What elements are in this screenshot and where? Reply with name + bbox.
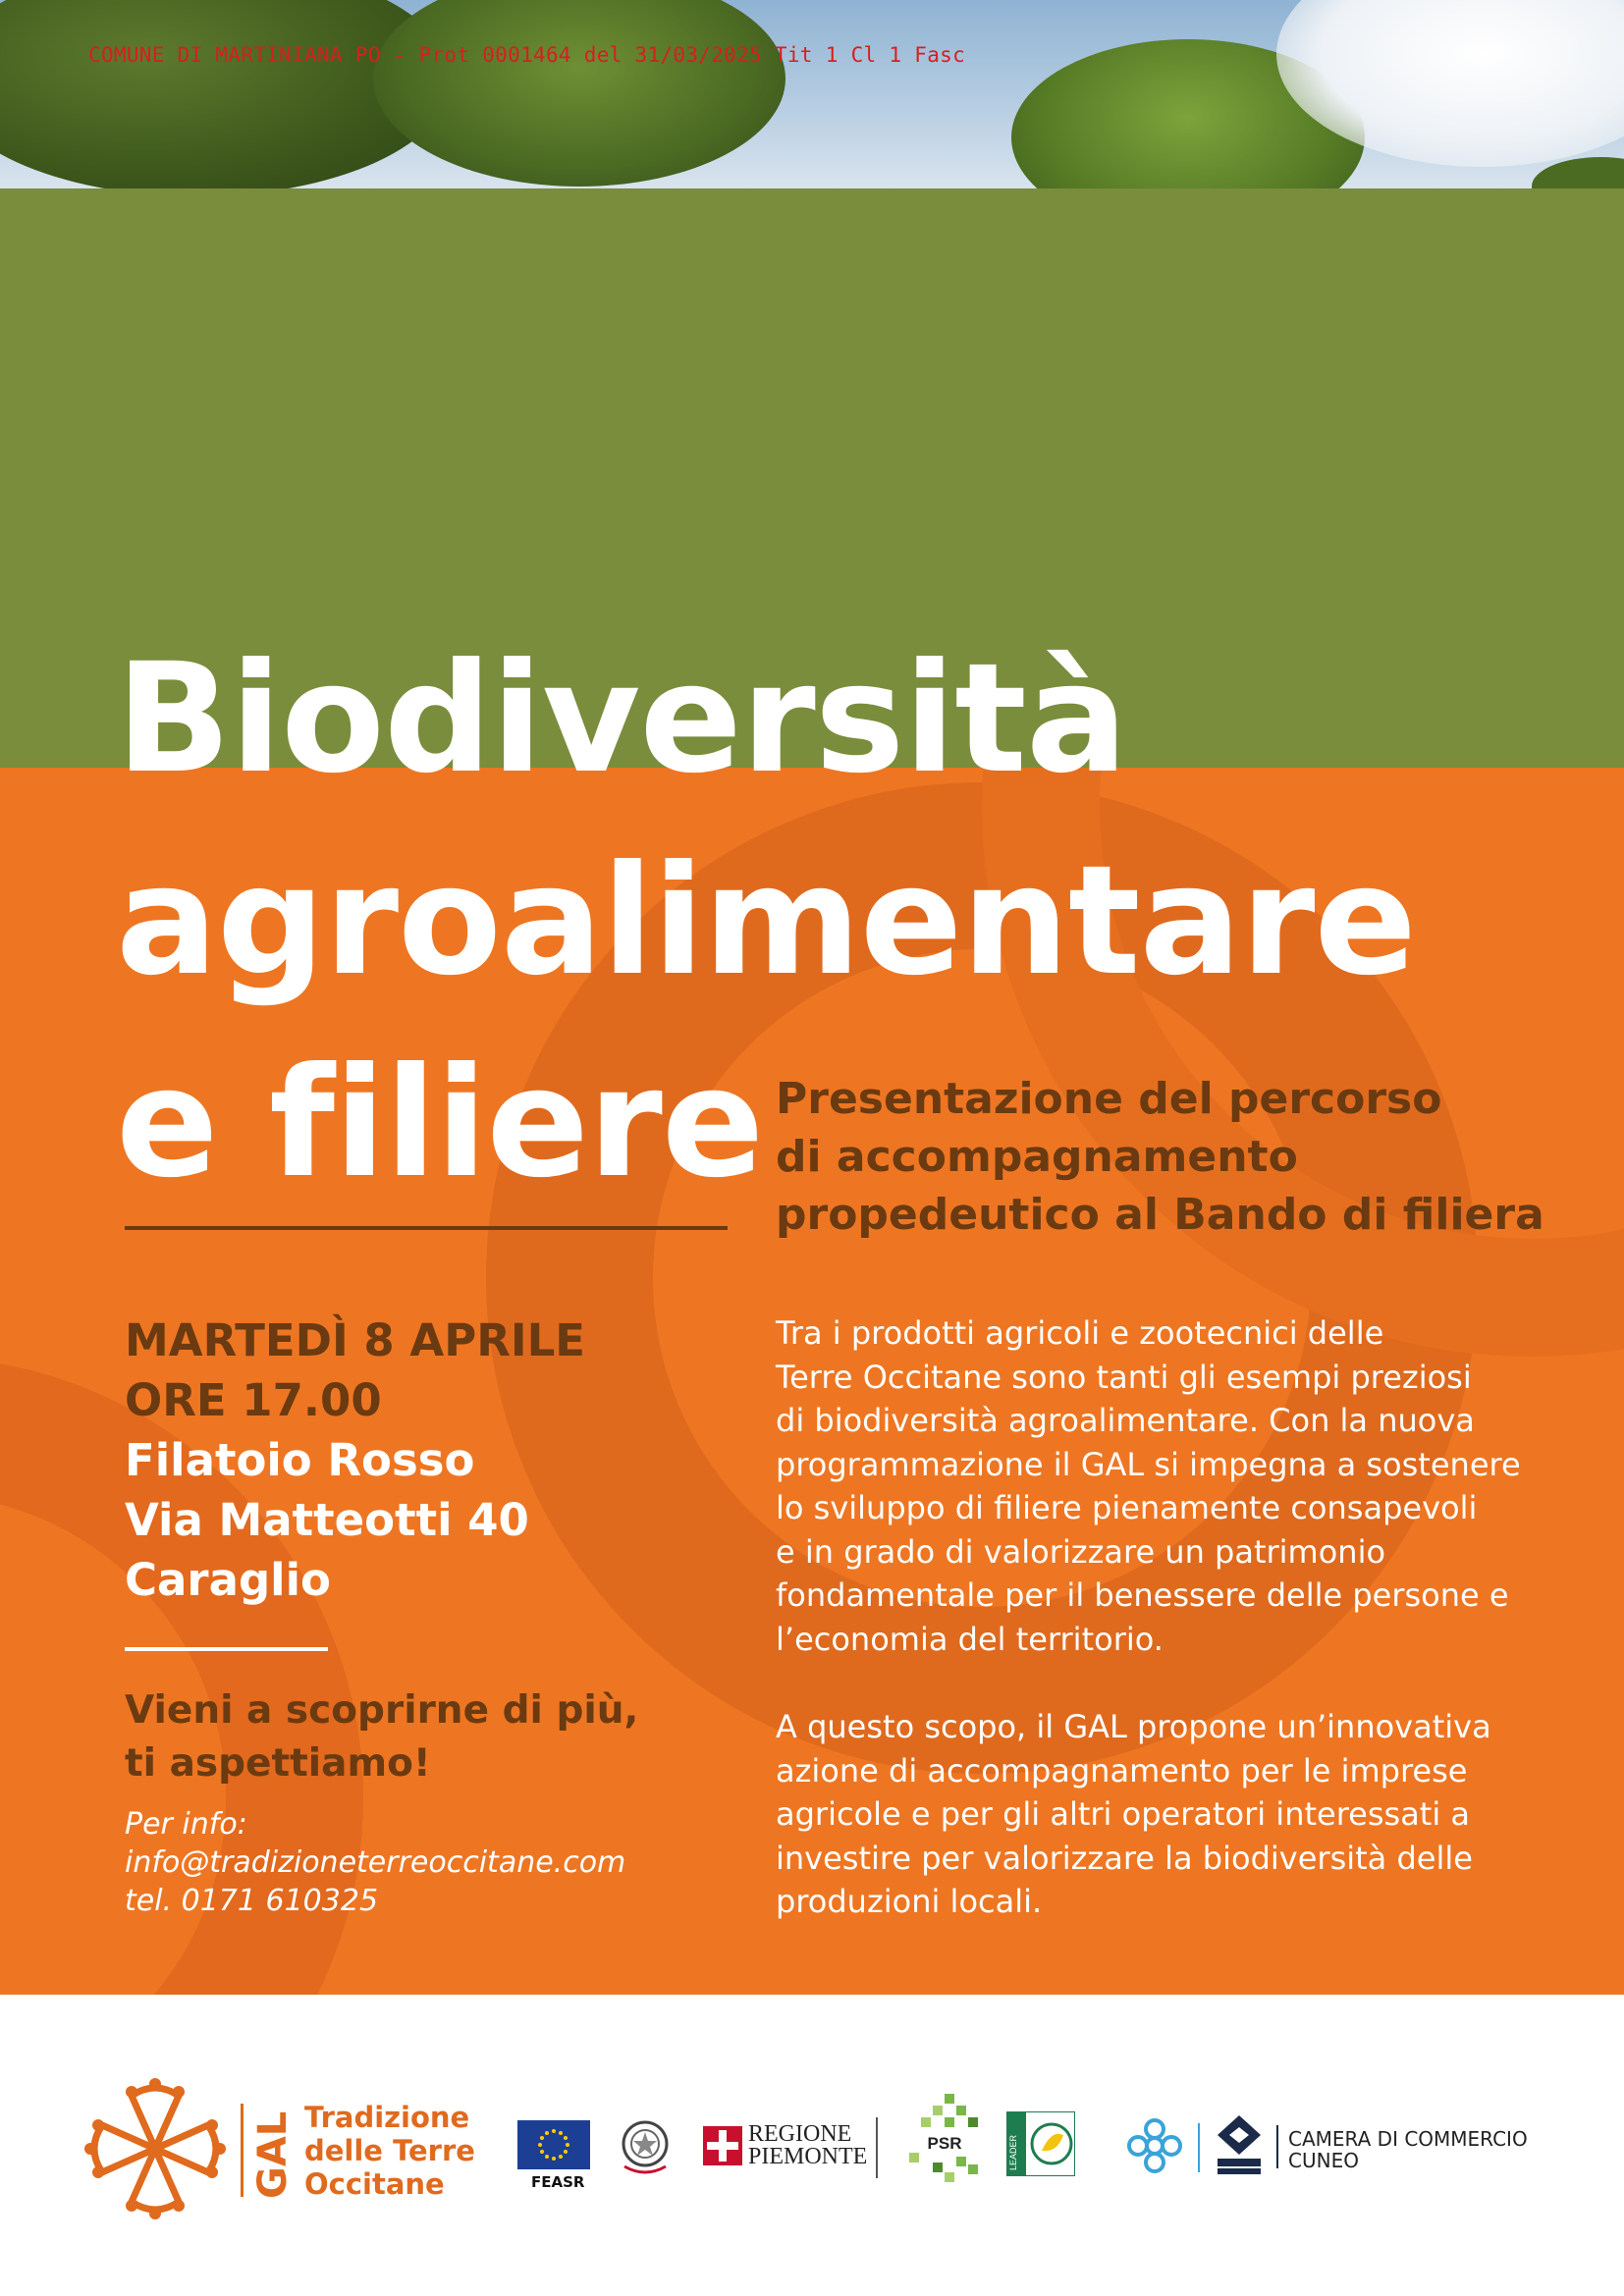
- psr-logo: [905, 2094, 984, 2184]
- paragraph-1-line: lo sviluppo di filiere pienamente consapevoli: [776, 1489, 1478, 1526]
- event-subtitle: [776, 1070, 1561, 1244]
- paragraph-2-line: investire per valorizzare la biodiversità delle: [776, 1839, 1473, 1877]
- invitation: [125, 1684, 638, 1790]
- title-divider: [125, 1226, 728, 1230]
- logo-separator: [876, 2117, 878, 2178]
- subtitle-line-3: propedeutico al Bando di filiera: [776, 1190, 1544, 1240]
- header-photo: [0, 0, 1624, 188]
- title-line-2: agroalimentare: [116, 833, 1416, 1009]
- title-line-1: Biodiversità: [116, 631, 1127, 807]
- event-address: Via Matteotti 40: [125, 1494, 529, 1546]
- eu-flag-icon: [517, 2120, 590, 2169]
- gal-name-line-3: Occitane: [304, 2167, 445, 2201]
- details-divider: [125, 1647, 328, 1651]
- occitan-cross-logo: [82, 2076, 228, 2221]
- subtitle-line-2: di accompagnamento: [776, 1132, 1298, 1182]
- logo-separator: [1198, 2123, 1200, 2172]
- camera-line-1: CAMERA DI COMMERCIO: [1288, 2127, 1528, 2151]
- gal-name-line-1: Tradizione: [304, 2101, 470, 2134]
- italian-republic-emblem-icon: [619, 2117, 672, 2178]
- event-venue: Filatoio Rosso: [125, 1434, 475, 1486]
- contact-label: Per info:: [125, 1807, 247, 1842]
- regione-line-2: PIEMONTE: [748, 2144, 868, 2169]
- leader-label: LEADER: [1008, 2134, 1018, 2170]
- invitation-line-2: ti aspettiamo!: [125, 1741, 431, 1786]
- paragraph-1-line: Terre Occitane sono tanti gli esempi preziosi: [776, 1358, 1472, 1396]
- regione-piemonte-shield-icon: [703, 2126, 742, 2165]
- psr-label: PSR: [927, 2134, 962, 2153]
- leader-logo: [1006, 2111, 1075, 2176]
- event-time: ORE 17.00: [125, 1374, 382, 1426]
- gal-name: [304, 2101, 475, 2201]
- paragraph-2-line: A questo scopo, il GAL propone un’innovativa: [776, 1708, 1491, 1745]
- contact-info: [125, 1805, 625, 1920]
- camera-line-2: CUNEO: [1288, 2149, 1359, 2172]
- description-paragraph-2: [776, 1705, 1491, 1924]
- title-line-3: e filiere: [116, 1036, 764, 1211]
- tree-foliage-far-right: [1532, 157, 1624, 188]
- regione-line-1: REGIONE: [748, 2121, 852, 2147]
- camera-commercio-label: [1288, 2128, 1528, 2171]
- camera-commercio-mark-icon: [1210, 2113, 1269, 2176]
- description-paragraph-1: [776, 1311, 1521, 1661]
- paragraph-1-line: fondamentale per il benessere delle persone e: [776, 1576, 1509, 1614]
- invitation-line-1: Vieni a scoprirne di più,: [125, 1688, 639, 1733]
- logo-separator: [1276, 2125, 1278, 2168]
- event-date: MARTEDÌ 8 APRILE: [125, 1314, 586, 1366]
- tree-foliage-center: [373, 0, 785, 187]
- paragraph-2-line: agricole e per gli altri operatori interessati a: [776, 1795, 1471, 1833]
- event-details: [125, 1310, 585, 1610]
- contact-email[interactable]: info@tradizioneterreoccitane.com: [125, 1845, 626, 1880]
- regione-piemonte-label: [748, 2123, 867, 2168]
- gal-name-line-2: delle Terre: [304, 2134, 475, 2167]
- paragraph-1-line: e in grado di valorizzare un patrimonio: [776, 1532, 1386, 1571]
- paragraph-1-line: programmazione il GAL si impegna a sostenere: [776, 1445, 1521, 1483]
- contact-phone[interactable]: tel. 0171 610325: [125, 1884, 379, 1918]
- gal-separator: [241, 2104, 244, 2197]
- paragraph-1-line: Tra i prodotti agricoli e zootecnici delle: [776, 1314, 1384, 1352]
- event-city: Caraglio: [125, 1554, 331, 1606]
- paragraph-2-line: azione di accompagnamento per le imprese: [776, 1751, 1468, 1789]
- feasr-label: FEASR: [531, 2173, 585, 2191]
- paragraph-1-line: l’economia del territorio.: [776, 1620, 1164, 1658]
- paragraph-1-line: di biodiversità agroalimentare. Con la nuova: [776, 1402, 1475, 1439]
- subtitle-line-1: Presentazione del percorso: [776, 1074, 1442, 1124]
- protocol-stamp: COMUNE DI MARTINIANA PO - Prot 0001464 del 31/03/2025 Tit 1 Cl 1 Fasc: [88, 43, 966, 67]
- flower-knot-icon: [1124, 2115, 1185, 2176]
- gal-acronym: GAL: [250, 2110, 296, 2199]
- paragraph-2-line: produzioni locali.: [776, 1883, 1043, 1920]
